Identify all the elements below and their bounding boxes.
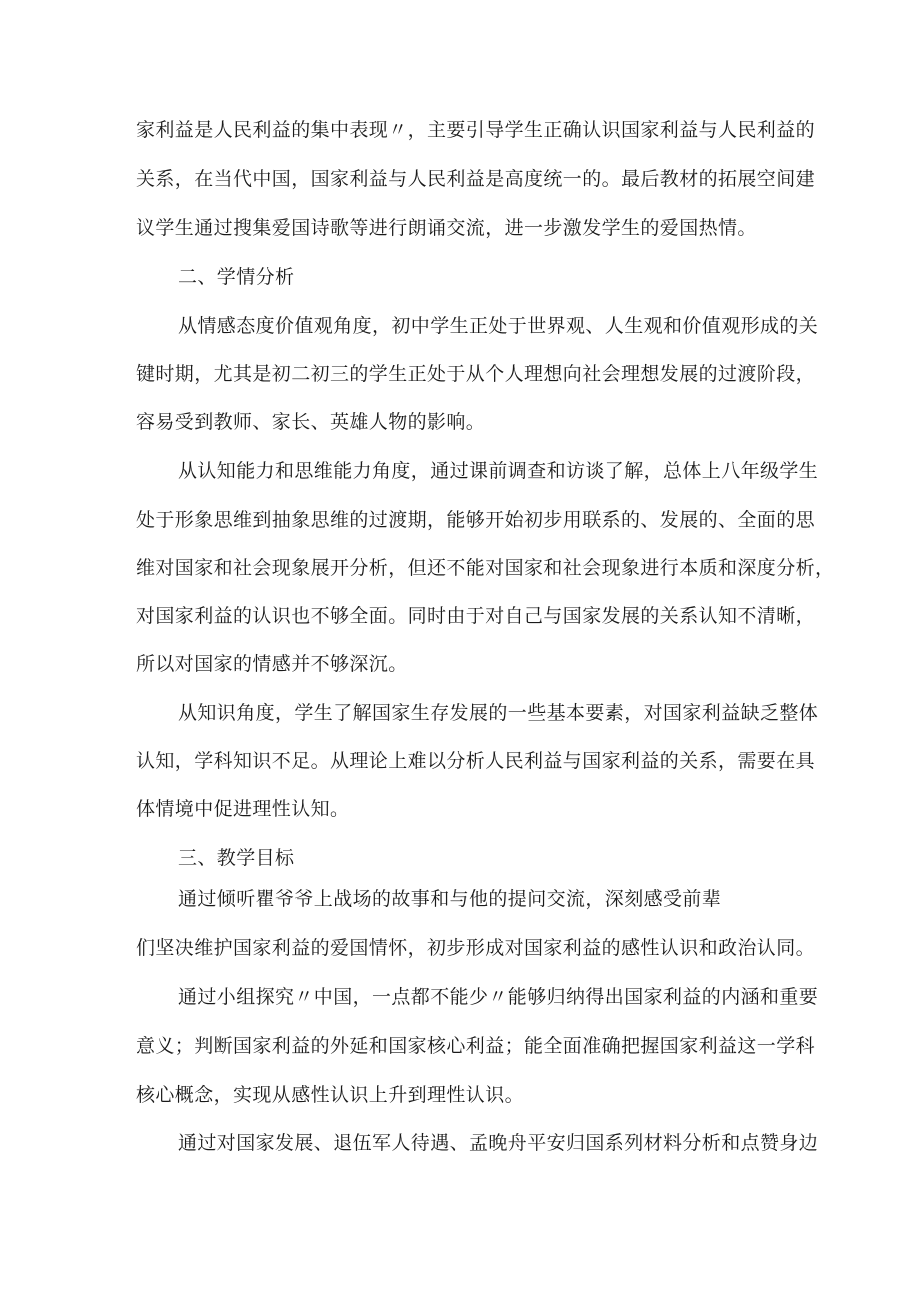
text-line: 体情境中促进理性认知。 (136, 798, 350, 820)
text-line: 对国家利益的认识也不够全面。同时由于对自己与国家发展的关系认知不清晰， (136, 605, 816, 627)
paragraph-first-line: 通过对国家发展、退伍军人待遇、孟晚舟平安归国系列材料分析和点赞身边 (178, 1132, 819, 1154)
text-line: 认知，学科知识不足。从理论上难以分析人民利益与国家利益的关系，需要在具 (136, 750, 816, 772)
paragraph-first-line: 从情感态度价值观角度，初中学生正处于世界观、人生观和价值观形成的关 (178, 315, 819, 337)
paragraph-first-line: 通过小组探究〃中国，一点都不能少〃能够归纳得出国家利益的内涵和重要 (178, 986, 819, 1008)
text-line: 核心概念，实现从感性认识上升到理性认识。 (136, 1084, 525, 1106)
text-line: 容易受到教师、家长、英雄人物的影响。 (136, 411, 486, 433)
text-line: 议学生通过搜集爱国诗歌等进行朗诵交流，进一步激发学生的爱国热情。 (136, 217, 757, 239)
section-heading-student-analysis: 二、学情分析 (178, 266, 295, 288)
paragraph-first-line: 从知识角度，学生了解国家生存发展的一些基本要素，对国家利益缺乏整体 (178, 702, 819, 724)
text-line: 们坚决维护国家利益的爱国情怀，初步形成对国家利益的感性认识和政治认同。 (136, 937, 816, 959)
text-line: 处于形象思维到抽象思维的过渡期，能够开始初步用联系的、发展的、全面的思 (136, 509, 816, 531)
text-line: 意义；判断国家利益的外延和国家核心利益；能全面准确把握国家利益这一学科 (136, 1035, 816, 1057)
paragraph-first-line: 从认知能力和思维能力角度，通过课前调查和访谈了解，总体上八年级学生 (178, 460, 819, 482)
text-line: 所以对国家的情感并不够深沉。 (136, 653, 408, 675)
paragraph-first-line: 通过倾听瞿爷爷上战场的故事和与他的提问交流，深刻感受前辈 (178, 888, 722, 910)
text-line: 关系，在当代中国，国家利益与人民利益是高度统一的。最后教材的拓展空间建 (136, 168, 816, 190)
text-line: 维对国家和社会现象展开分析，但还不能对国家和社会现象进行本质和深度分析， (136, 557, 835, 579)
text-line: 家利益是人民利益的集中表现〃，主要引导学生正确认识国家利益与人民利益的 (136, 119, 816, 141)
text-line: 键时期，尤其是初二初三的学生正处于从个人理想向社会理想发展的过渡阶段， (136, 363, 816, 385)
section-heading-teaching-goals: 三、教学目标 (178, 847, 295, 869)
